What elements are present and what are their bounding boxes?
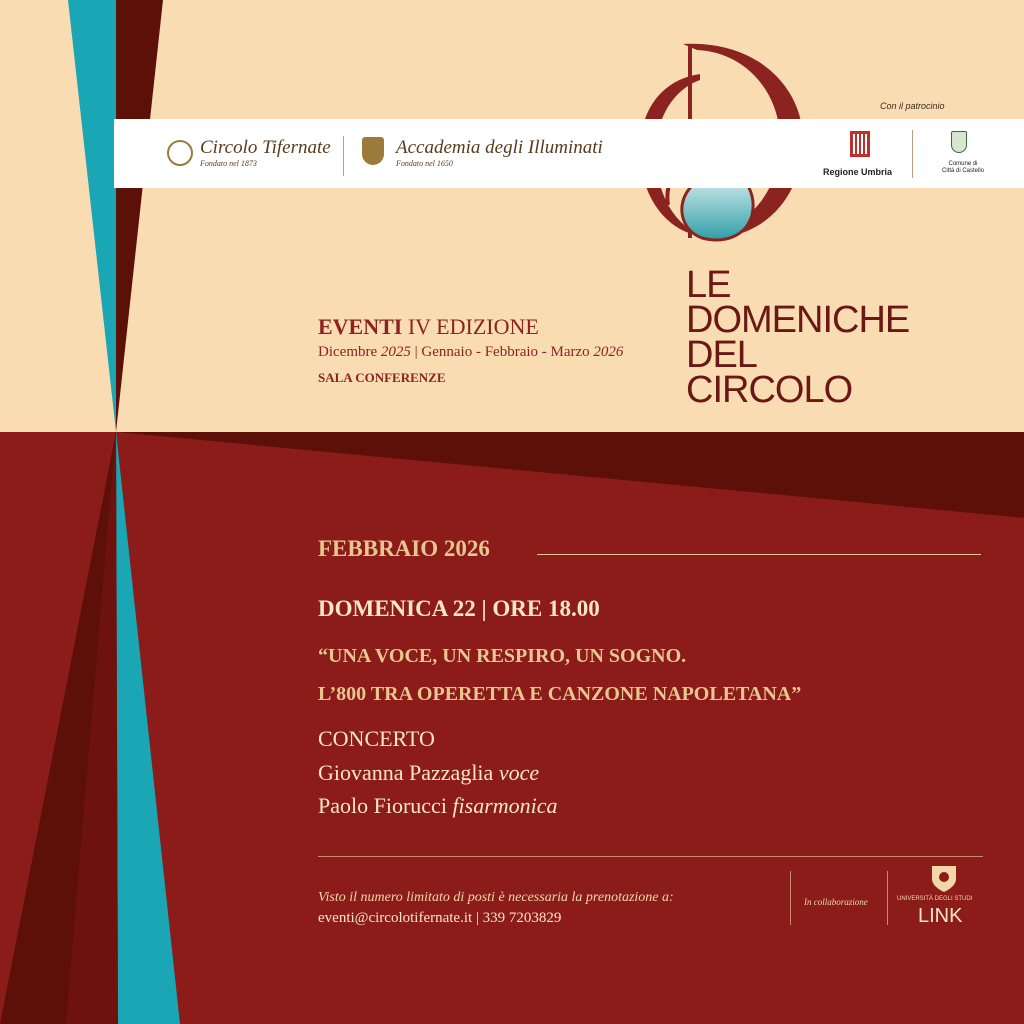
- edition-label: IV EDIZIONE: [407, 314, 539, 339]
- circolo-seal-icon: [167, 140, 193, 166]
- event-title-line2: L’800 TRA OPERETTA E CANZONE NAPOLETANA”: [318, 683, 802, 705]
- performer-role: voce: [498, 760, 540, 785]
- org-circolo: [200, 137, 331, 168]
- dates-part: Dicembre: [318, 344, 381, 360]
- booking-contact[interactable]: eventi@circolotifernate.it | 339 7203829: [318, 910, 562, 926]
- divider: [343, 136, 344, 176]
- edition-heading: [318, 314, 539, 340]
- eventi-label: EVENTI: [318, 314, 403, 339]
- performer: [318, 793, 558, 819]
- performer: [318, 760, 539, 786]
- comune-castello-label: [942, 161, 984, 175]
- performer-role: fisarmonica: [452, 793, 558, 818]
- footer-rule: [318, 856, 983, 857]
- regione-umbria-label: Regione Umbria: [823, 167, 893, 177]
- divider: [790, 871, 791, 925]
- dates-year: 2026: [593, 344, 624, 360]
- event-month: FEBBRAIO 2026: [318, 536, 490, 561]
- event-day-time: DOMENICA 22 | ORE 18.00: [318, 596, 600, 621]
- collaboration-label: In collaborazione: [804, 897, 868, 907]
- edition-dates: [318, 344, 623, 361]
- patrocinio-label: Con il patrocinio: [880, 101, 945, 111]
- performer-name: Giovanna Pazzaglia: [318, 760, 499, 785]
- dates-year: 2025: [380, 344, 411, 360]
- series-title-line1: LE: [686, 264, 731, 306]
- series-title-line3: DEL: [686, 334, 757, 376]
- comune-line1: Comune di: [948, 161, 978, 167]
- dates-part: | Gennaio - Febbraio - Marzo: [410, 344, 594, 360]
- accademia-crest-icon: [362, 137, 384, 165]
- series-title: [686, 264, 910, 411]
- university-label: UNIVERSITÀ DEGLI STUDI: [897, 896, 973, 902]
- divider: [887, 871, 888, 925]
- booking-note: Visto il numero limitato di posti è necessaria la prenotazione a:: [318, 890, 674, 905]
- regione-umbria-icon: [850, 131, 870, 157]
- comune-castello-icon: [951, 131, 967, 153]
- org-accademia-founded: Fondato nel 1650: [396, 159, 453, 168]
- org-accademia-name: Accademia degli Illuminati: [396, 137, 603, 158]
- event-type: CONCERTO: [318, 726, 435, 751]
- month-rule: [537, 554, 981, 555]
- comune-line2: Città di Castello: [942, 168, 985, 174]
- series-title-line4: CIRCOLO: [686, 369, 853, 411]
- org-accademia: [396, 137, 603, 168]
- university-name: LINK: [918, 905, 963, 927]
- university-shield-icon: [929, 863, 959, 893]
- series-title-line2: DOMENICHE: [686, 299, 910, 341]
- performer-name: Paolo Fiorucci: [318, 793, 453, 818]
- divider: [912, 130, 913, 178]
- org-circolo-name: Circolo Tifernate: [200, 137, 331, 158]
- venue: SALA CONFERENZE: [318, 370, 446, 385]
- org-circolo-founded: Fondato nel 1873: [200, 159, 257, 168]
- event-title-line1: “UNA VOCE, UN RESPIRO, UN SOGNO.: [318, 645, 687, 667]
